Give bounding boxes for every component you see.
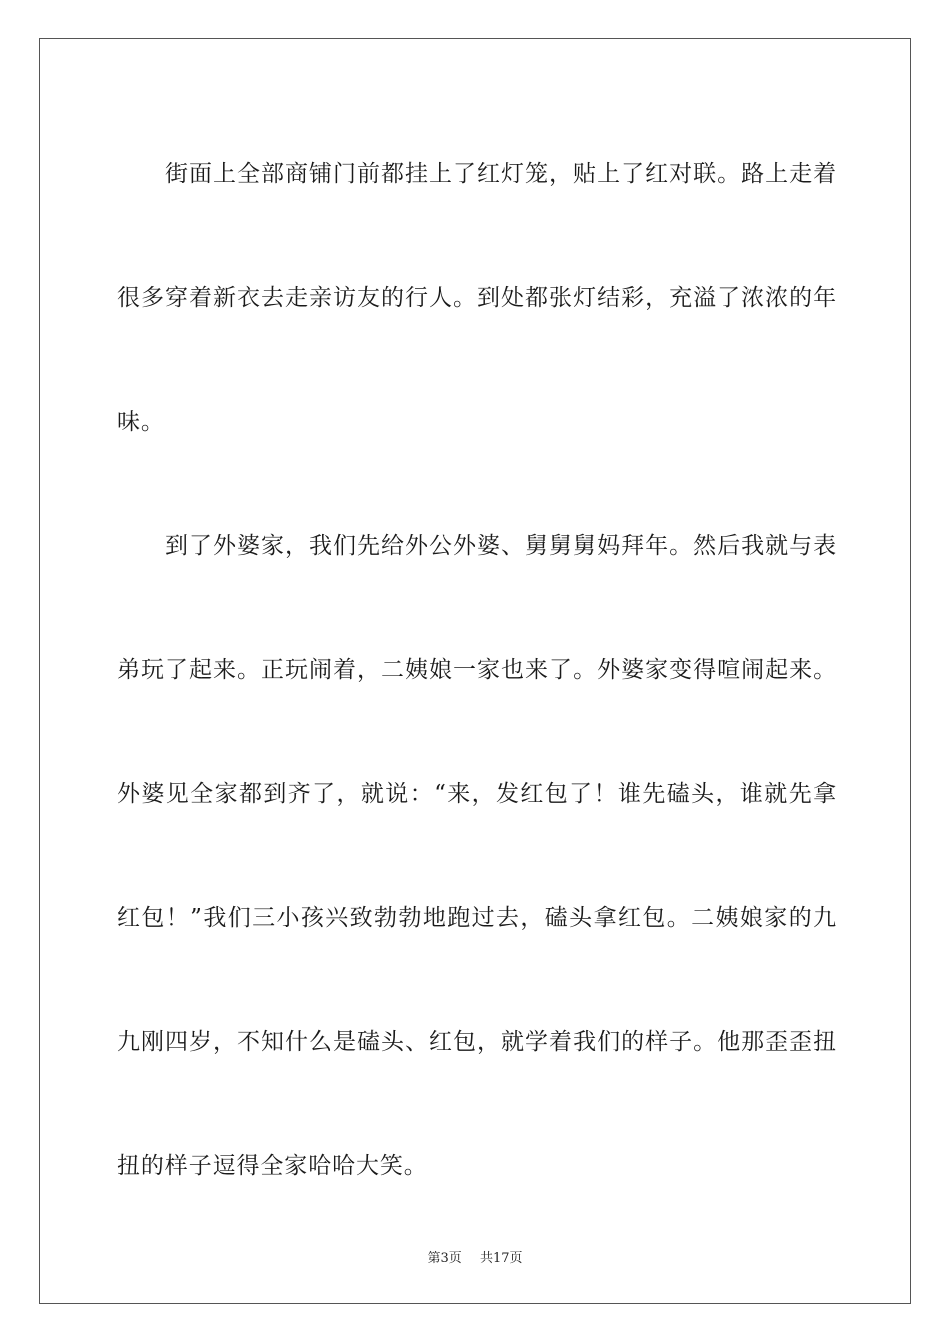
page-footer	[0, 1247, 950, 1266]
page-number-total: 共17页	[479, 1251, 523, 1266]
page-number-current: 第3页	[427, 1251, 462, 1266]
document-body	[117, 112, 837, 1228]
paragraph-2: 到了外婆家，我们先给外公外婆、舅舅舅妈拜年。然后我就与表弟玩了起来。正玩闹着，二姨娘一家也来了。外婆家变得喧闹起来。外婆见全家都到齐了，就说：“来，发红包了！谁先磕头，谁就先拿红包！”我们三小孩兴致勃勃地跑过去，磕头拿红包。二姨娘家的九九刚四岁，不知什么是磕头、红包，就学着我们的样子。他那歪歪扭扭的样子逗得全家哈哈大笑。	[117, 533, 837, 1179]
paragraph-1: 街面上全部商铺门前都挂上了红灯笼，贴上了红对联。路上走着很多穿着新衣去走亲访友的行人。到处都张灯结彩，充溢了浓浓的年味。	[117, 161, 837, 435]
